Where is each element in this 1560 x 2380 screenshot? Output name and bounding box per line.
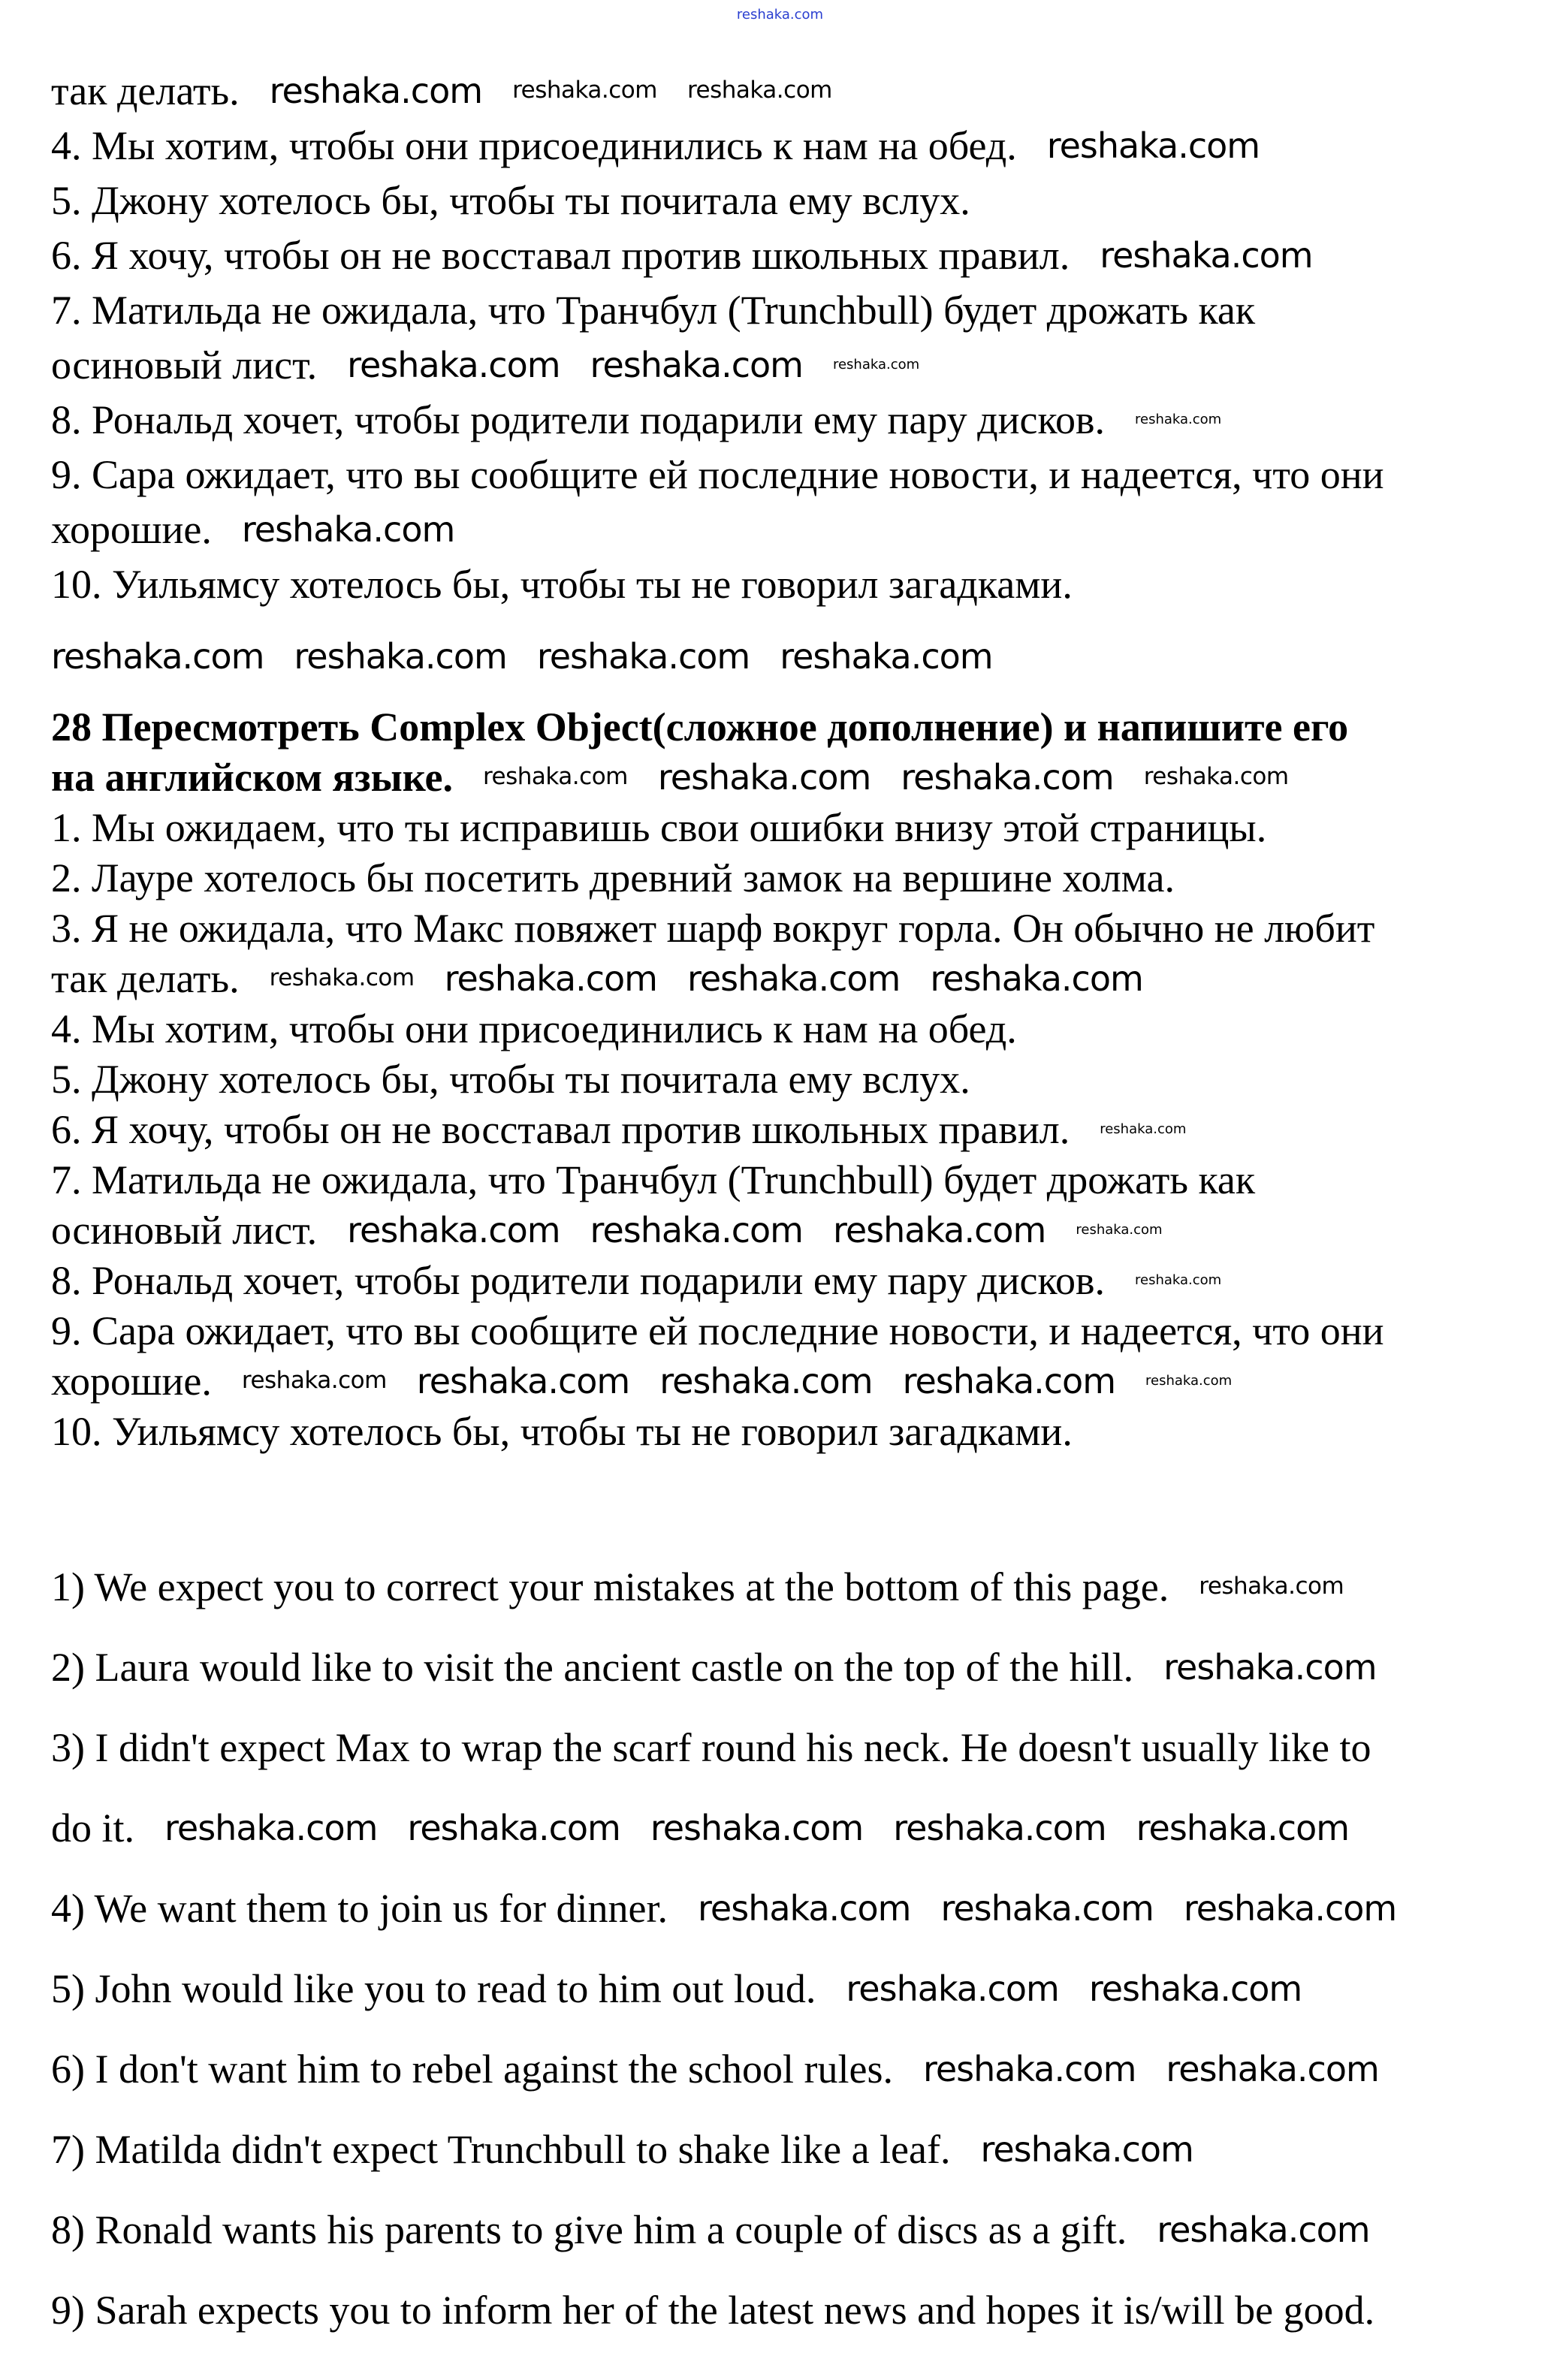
text-row: [51, 1406, 1530, 1456]
text-row: [51, 1104, 1530, 1154]
text-row: [51, 1003, 1530, 1054]
text-row: [51, 1054, 1530, 1104]
sentence-line: так делать.: [51, 68, 240, 113]
sentence-line: 7. Матильда не ожидала, что Транчбул (Trunchbull) будет дрожать как: [51, 1157, 1256, 1202]
watermark: reshaka.com: [1183, 1887, 1397, 1929]
answer-line: 2) Laura would like to visit the ancient castle on the top of the hill.: [51, 1644, 1134, 1690]
text-row: [51, 1787, 1530, 1868]
sentence-line: 10. Уильямсу хотелось бы, чтобы ты не говорил загадками.: [51, 561, 1073, 607]
text-row: [51, 1546, 1530, 1627]
text-row: [51, 228, 1530, 282]
text-row: [51, 557, 1530, 611]
watermark: reshaka.com: [846, 1968, 1059, 2009]
watermark: reshaka.com: [1163, 1646, 1377, 1688]
watermark: reshaka.com: [659, 1360, 873, 1401]
sentence-line: хорошие.: [51, 1358, 212, 1404]
sentence-line: 4. Мы хотим, чтобы они присоединились к нам на обед.: [51, 122, 1017, 168]
watermark: reshaka.com: [1166, 2048, 1379, 2089]
answer-line: 3) I didn't expect Max to wrap the scarf round his neck. He doesn't usually like to: [51, 1724, 1371, 1770]
sentence-line: 10. Уильямсу хотелось бы, чтобы ты не говорил загадками.: [51, 1408, 1073, 1454]
watermark: reshaka.com: [1134, 1271, 1222, 1288]
watermark: reshaka.com: [901, 756, 1114, 798]
watermark: reshaka.com: [482, 763, 628, 790]
sentence-line: 8. Рональд хочет, чтобы родители подарили ему пару дисков.: [51, 1257, 1105, 1303]
text-row: [51, 2189, 1530, 2270]
watermark: reshaka.com: [1046, 125, 1260, 166]
watermark: reshaka.com: [1145, 1372, 1233, 1389]
text-row: [51, 1205, 1530, 1255]
watermark: reshaka.com: [294, 636, 507, 677]
sentence-line: 6. Я хочу, чтобы он не восставал против школьных правил.: [51, 232, 1070, 278]
sentence-line: осиновый лист.: [51, 1207, 318, 1253]
watermark: reshaka.com: [1100, 1121, 1187, 1137]
watermark: reshaka.com: [1136, 1807, 1350, 1848]
exercise-heading: 28 Пересмотреть Complex Object(сложное дополнение) и напишите его: [51, 704, 1349, 750]
text-row: [51, 337, 1530, 392]
watermark: reshaka.com: [657, 756, 871, 798]
watermark: reshaka.com: [832, 1209, 1046, 1250]
watermark: reshaka.com: [1088, 1968, 1302, 2009]
watermark: reshaka.com: [241, 508, 455, 550]
text-row: [51, 2109, 1530, 2189]
watermark: reshaka.com: [1143, 763, 1289, 790]
watermark: reshaka.com: [1199, 1573, 1344, 1600]
text-row: [51, 903, 1530, 953]
sentence-line: 5. Джону хотелось бы, чтобы ты почитала ему вслух.: [51, 1056, 970, 1102]
watermark-row: [51, 611, 1530, 701]
watermark: reshaka.com: [269, 964, 415, 991]
text-row: [51, 282, 1530, 337]
watermark: reshaka.com: [444, 958, 657, 999]
sentence-line: 8. Рональд хочет, чтобы родители подарили ему пару дисков.: [51, 397, 1105, 442]
watermark: reshaka.com: [269, 70, 483, 111]
watermark: reshaka.com: [1157, 2209, 1370, 2250]
text-row: [51, 1154, 1530, 1205]
watermark: reshaka.com: [51, 636, 264, 677]
sentence-line: 4. Мы хотим, чтобы они присоединились к нам на обед.: [51, 1006, 1017, 1051]
watermark: reshaka.com: [1076, 1221, 1163, 1238]
text-row: [51, 502, 1530, 557]
watermark: reshaka.com: [780, 636, 993, 677]
watermark: reshaka.com: [164, 1807, 378, 1848]
watermark: reshaka.com: [980, 2128, 1193, 2170]
sentence-line: 1. Мы ожидаем, что ты исправишь свои ошибки внизу этой страницы.: [51, 804, 1267, 850]
sentence-line: так делать.: [51, 955, 240, 1001]
watermark: reshaka.com: [902, 1360, 1116, 1401]
watermark: reshaka.com: [832, 356, 920, 373]
text-row: [51, 1356, 1530, 1406]
watermark: reshaka.com: [1134, 411, 1222, 427]
sentence-line: 9. Сара ожидает, что вы сообщите ей последние новости, и надеется, что они: [51, 451, 1384, 497]
exercise-heading: на английском языке.: [51, 754, 453, 800]
text-row: [51, 752, 1530, 802]
text-row: [51, 1627, 1530, 1707]
text-row: [51, 118, 1530, 173]
text-row: [51, 173, 1530, 228]
watermark: reshaka.com: [686, 958, 901, 999]
watermark: reshaka.com: [893, 1807, 1106, 1848]
text-row: [51, 802, 1530, 852]
answer-line: 6) I don't want him to rebel against the school rules.: [51, 2046, 893, 2092]
watermark: reshaka.com: [347, 344, 560, 385]
answer-line: 5) John would like you to read to him out loud.: [51, 1965, 816, 2011]
answer-line: 1) We expect you to correct your mistakes at the bottom of this page.: [51, 1564, 1169, 1609]
text-row: [51, 852, 1530, 903]
sentence-line: хорошие.: [51, 506, 212, 552]
watermark: reshaka.com: [922, 2048, 1136, 2089]
text-row: [51, 2270, 1530, 2350]
text-row: [51, 953, 1530, 1003]
answer-line: do it.: [51, 1805, 135, 1851]
watermark-row: [0, 0, 1560, 30]
watermark: reshaka.com: [241, 1367, 387, 1394]
text-row: [51, 447, 1530, 502]
watermark-row: [51, 1456, 1530, 1546]
text-row: [51, 701, 1530, 752]
text-row: [51, 1255, 1530, 1305]
answer-line: 8) Ronald wants his parents to give him a couple of discs as a gift.: [51, 2207, 1127, 2252]
text-row: [51, 392, 1530, 447]
watermark: reshaka.com: [512, 77, 657, 104]
sentence-line: 6. Я хочу, чтобы он не восставал против школьных правил.: [51, 1106, 1070, 1152]
watermark: reshaka.com: [347, 1209, 560, 1250]
text-row: [51, 1707, 1530, 1787]
watermark: reshaka.com: [590, 344, 803, 385]
watermark: reshaka.com: [930, 958, 1143, 999]
watermark: reshaka.com: [590, 1209, 803, 1250]
text-row: [51, 63, 1530, 118]
watermark: reshaka.com: [407, 1807, 620, 1848]
answer-line: 4) We want them to join us for dinner.: [51, 1885, 668, 1931]
watermark-row: [51, 30, 1530, 63]
sentence-line: 7. Матильда не ожидала, что Транчбул (Trunchbull) будет дрожать как: [51, 287, 1256, 333]
watermark: reshaka.com: [650, 1807, 864, 1848]
answer-line: 7) Matilda didn't expect Trunchbull to shake like a leaf.: [51, 2126, 951, 2172]
watermark: reshaka.com: [416, 1360, 630, 1401]
sentence-line: 9. Сара ожидает, что вы сообщите ей последние новости, и надеется, что они: [51, 1308, 1384, 1353]
text-row: [51, 1868, 1530, 1948]
text-row: [51, 2029, 1530, 2109]
watermark: reshaka.com: [536, 636, 750, 677]
watermark: reshaka.com: [1100, 234, 1313, 276]
text-row: [51, 1305, 1530, 1356]
sentence-line: 2. Лауре хотелось бы посетить древний замок на вершине холма.: [51, 855, 1175, 900]
text-row: [51, 1948, 1530, 2029]
watermark: reshaka.com: [736, 7, 824, 23]
sentence-line: 5. Джону хотелось бы, чтобы ты почитала ему вслух.: [51, 177, 970, 223]
sentence-line: осиновый лист.: [51, 342, 318, 388]
watermark: reshaka.com: [698, 1887, 911, 1929]
watermark: reshaka.com: [940, 1887, 1154, 1929]
watermark: reshaka.com: [686, 77, 832, 104]
answer-line: 9) Sarah expects you to inform her of the latest news and hopes it is/will be good.: [51, 2287, 1375, 2333]
sentence-line: 3. Я не ожидала, что Макс повяжет шарф вокруг горла. Он обычно не любит: [51, 905, 1375, 951]
